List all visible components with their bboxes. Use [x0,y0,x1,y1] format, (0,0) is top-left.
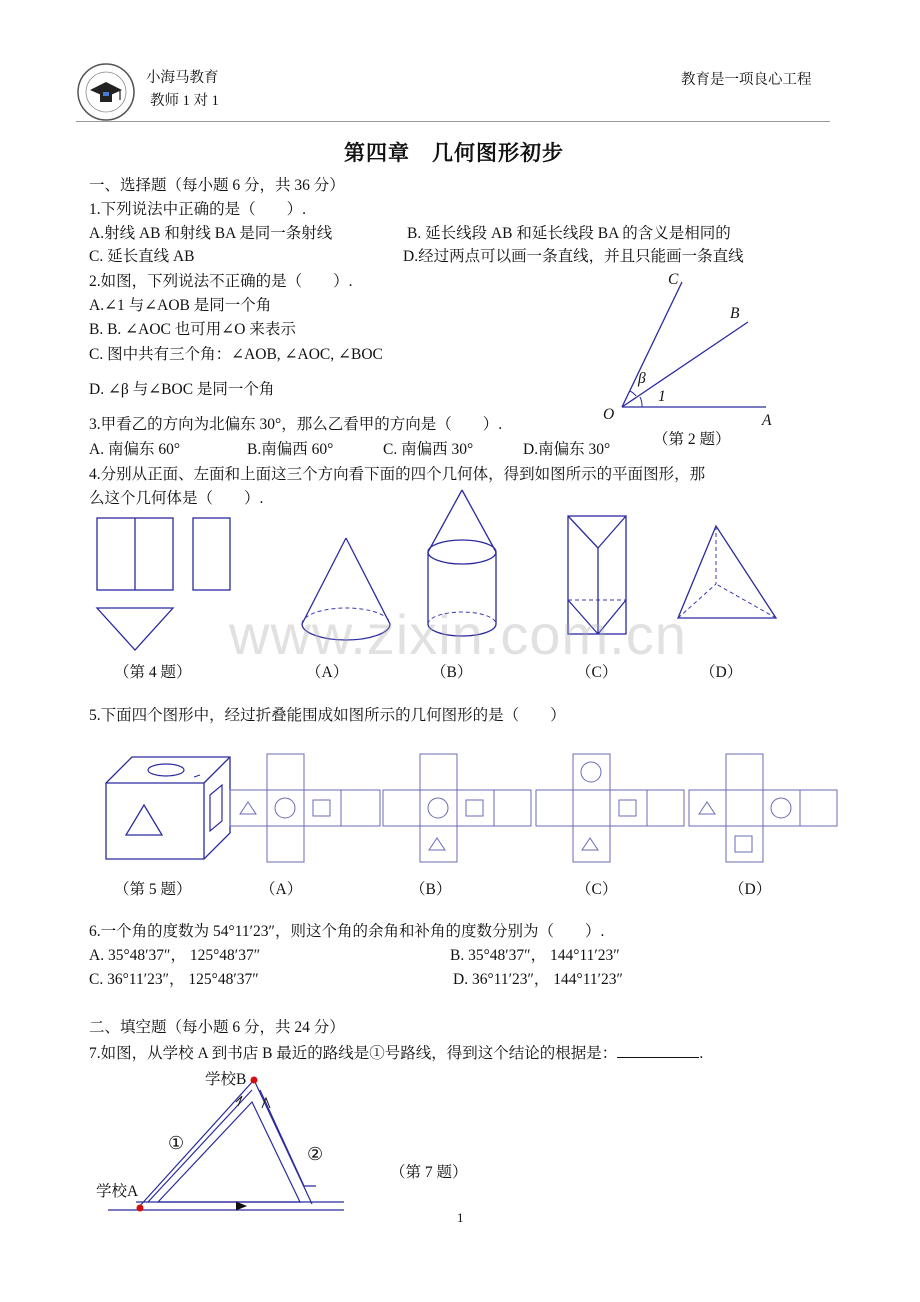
q6-option-d: D. 36°11′23″， 144°11′23″ [453,971,624,988]
q2-stem: 2.如图，下列说法不正确的是（ ）. [89,273,353,290]
q2-label-a: A [762,412,772,429]
q7-stem-end: . [699,1045,704,1062]
q7-caption: （第 7 题） [390,1164,468,1181]
q6-option-a: A. 35°48′37″， 125°48′37″ [89,947,261,964]
q2-caption: （第 2 题） [653,431,731,448]
q4-option-d-pyramid [674,522,794,652]
q6-option-b: B. 35°48′37″， 144°11′23″ [450,947,620,964]
q7-route-2-label: ② [307,1144,324,1164]
q2-option-d: D. ∠β 与∠BOC 是同一个角 [89,381,275,398]
page-number: 1 [457,1210,464,1225]
q5-caption-b: （B） [410,881,452,898]
q7-route-1-label: ① [168,1133,185,1153]
q2-label-b: B [730,305,740,322]
watermark: www.zixin.com.cn [229,603,687,666]
q4-caption-d: （D） [700,664,743,681]
q7-label-school-b: 学校B [205,1071,247,1088]
section-1-heading: 一、选择题（每小题 6 分，共 36 分） [89,177,345,194]
q6-option-c: C. 36°11′23″， 125°48′37″ [89,971,259,988]
q5-caption-d: （D） [729,881,772,898]
q5-net-d [687,752,847,872]
q4-caption-b: （B） [431,664,473,681]
q5-caption-0: （第 5 题） [114,881,192,898]
q1-stem: 1.下列说法中正确的是（ ）. [89,201,307,218]
q4-stem-line1: 4.分别从正面、左面和上面这三个方向看下面的四个几何体，得到如图所示的平面图形，那 [89,466,706,483]
q2-label-o: O [603,406,615,423]
q7-stem [89,1043,703,1064]
q4-caption-c: （C） [576,664,618,681]
header-slogan: 教育是一项良心工程 [681,72,812,88]
q5-stem: 5.下面四个图形中，经过折叠能围成如图所示的几何图形的是（ ） [89,707,566,724]
q4-three-views [95,516,245,656]
q5-caption-a: （A） [260,881,303,898]
q3-option-d: D.南偏东 30° [523,441,611,458]
q1-option-d: D.经过两点可以画一条直线，并且只能画一条直线 [403,248,744,265]
q4-caption-a: （A） [306,664,349,681]
q6-stem: 6.一个角的度数为 54°11′23″，则这个角的余角和补角的度数分别为（ ）. [89,923,605,940]
q2-option-a: A.∠1 与∠AOB 是同一个角 [89,297,272,314]
q2-label-beta: β [638,370,646,387]
q1-option-a: A.射线 AB 和射线 BA 是同一条射线 [89,225,333,242]
q2-angle-figure [600,270,780,430]
q4-caption-0: （第 4 题） [114,664,192,681]
q2-label-c: C [668,271,679,288]
q5-cube-figure [104,755,234,865]
q5-net-a [228,752,388,872]
q2-option-c: C. 图中共有三个角：∠AOB, ∠AOC, ∠BOC [89,346,383,363]
brand-name: 小海马教育 [146,70,219,86]
q1-option-b: B. 延长线段 AB 和延长线段 BA 的含义是相同的 [407,225,731,242]
q5-net-c [534,752,694,872]
q5-caption-c: （C） [576,881,618,898]
q1-option-c: C. 延长直线 AB [89,248,195,265]
q7-stem-text: 7.如图，从学校 A 到书店 B 最近的路线是①号路线，得到这个结论的根据是： [89,1045,618,1062]
q7-label-school-a: 学校A [96,1183,139,1200]
q2-label-one: 1 [658,388,666,405]
q3-option-b: B.南偏西 60° [247,441,334,458]
q3-option-c: C. 南偏西 30° [383,441,474,458]
header-rule [76,121,830,122]
q5-net-b [381,752,541,872]
q7-answer-blank[interactable] [617,1043,699,1058]
q3-option-a: A. 南偏东 60° [89,441,181,458]
brand-subtitle: 教师 1 对 1 [150,93,219,109]
q4-stem-line2: 么这个几何体是（ ）. [89,490,264,507]
page-title: 第四章 几何图形初步 [344,141,564,165]
q3-stem: 3.甲看乙的方向为北偏东 30°，那么乙看甲的方向是（ ）. [89,416,503,433]
logo [76,62,136,122]
q2-option-b: B. B. ∠AOC 也可用∠O 来表示 [89,321,296,338]
section-2-heading: 二、填空题（每小题 6 分，共 24 分） [89,1019,345,1036]
